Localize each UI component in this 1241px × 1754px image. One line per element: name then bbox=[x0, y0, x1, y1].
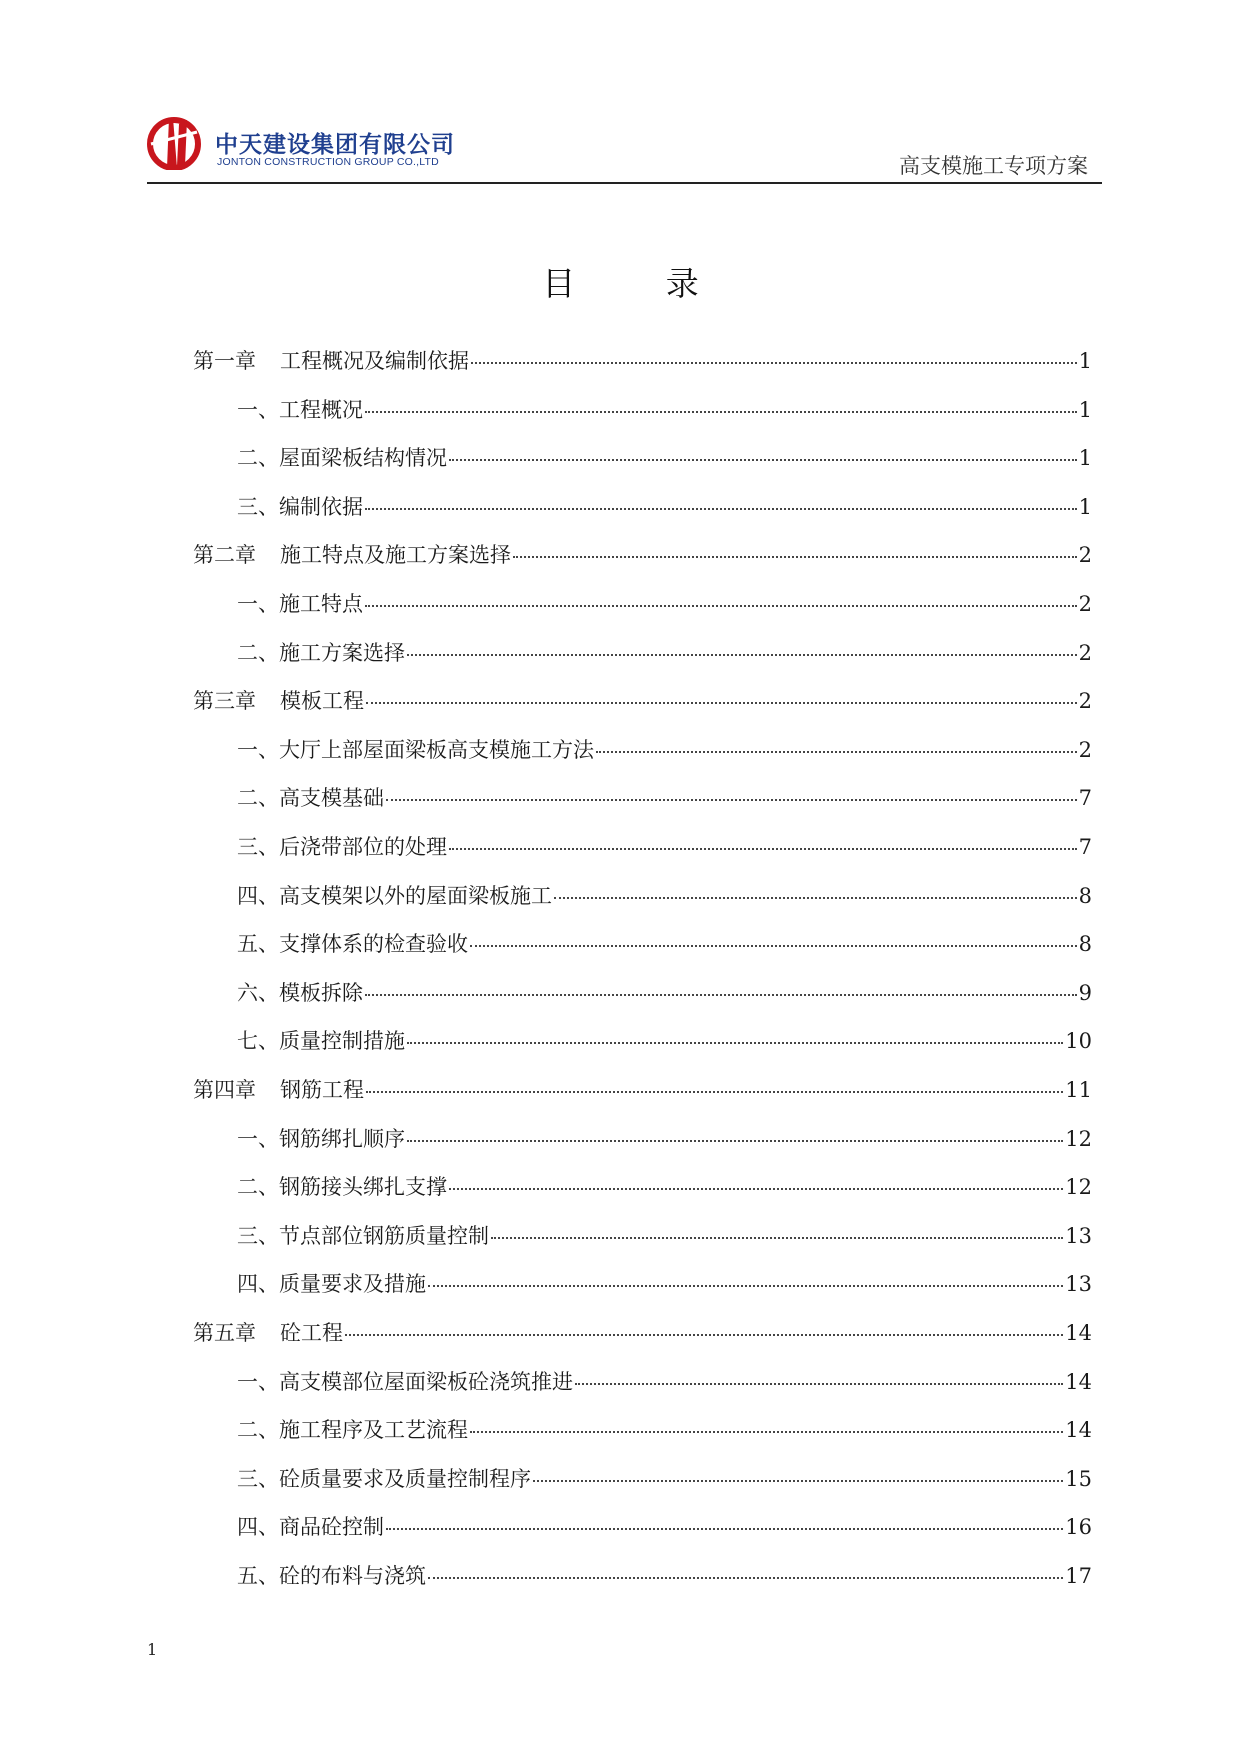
toc-page-number: 10 bbox=[1065, 1029, 1092, 1054]
toc-entry-title: 一、高支模部位屋面梁板砼浇筑推进 bbox=[237, 1369, 573, 1394]
toc-entry-title: 二、钢筋接头绑扎支撑 bbox=[237, 1175, 447, 1200]
toc-leader-dots bbox=[428, 1285, 1063, 1287]
toc-section-entry[interactable] bbox=[237, 1268, 1092, 1300]
toc-entry-title: 四、质量要求及措施 bbox=[237, 1272, 426, 1297]
page-number: 1 bbox=[147, 1640, 158, 1659]
toc-leader-dots bbox=[575, 1383, 1063, 1385]
toc-leader-dots bbox=[596, 751, 1077, 753]
toc-entry-title: 二、施工程序及工艺流程 bbox=[237, 1418, 468, 1443]
toc-section-entry[interactable] bbox=[237, 1123, 1092, 1155]
toc-entry-title: 四、商品砼控制 bbox=[237, 1515, 384, 1540]
toc-section-entry[interactable] bbox=[237, 394, 1092, 426]
toc-section-entry[interactable] bbox=[237, 1025, 1092, 1057]
toc-heading: 目 录 bbox=[542, 264, 739, 303]
toc-entry-title bbox=[193, 1074, 364, 1104]
toc-leader-dots bbox=[365, 994, 1077, 996]
toc-section-entry[interactable] bbox=[237, 831, 1092, 863]
toc-entry-title: 三、编制依据 bbox=[237, 494, 363, 519]
toc-page-number: 2 bbox=[1078, 640, 1092, 665]
toc-section-entry[interactable] bbox=[237, 1414, 1092, 1446]
toc-page-number: 14 bbox=[1065, 1321, 1092, 1345]
toc-chapter-number: 第三章 bbox=[193, 689, 256, 714]
toc-page-number: 14 bbox=[1065, 1418, 1092, 1443]
toc-leader-dots bbox=[449, 848, 1077, 850]
company-logo-icon bbox=[147, 114, 205, 170]
toc-entry-title: 一、工程概况 bbox=[237, 397, 363, 422]
toc-chapter-number: 第二章 bbox=[193, 543, 256, 568]
toc-entry-title: 一、大厅上部屋面梁板高支模施工方法 bbox=[237, 737, 594, 762]
toc-page-number: 15 bbox=[1065, 1466, 1092, 1491]
toc-chapter-number: 第一章 bbox=[193, 349, 256, 373]
toc-leader-dots bbox=[366, 702, 1077, 704]
toc-chapter-title: 施工特点及施工方案选择 bbox=[280, 543, 511, 568]
toc-page-number: 13 bbox=[1065, 1223, 1092, 1248]
toc-entry-title: 二、施工方案选择 bbox=[237, 640, 405, 665]
toc-entry-title: 三、后浇带部位的处理 bbox=[237, 835, 447, 859]
toc-leader-dots bbox=[365, 605, 1077, 607]
toc-page-number: 1 bbox=[1078, 349, 1092, 373]
toc-entry-title: 五、支撑体系的检查验收 bbox=[237, 932, 468, 957]
toc-page-number: 8 bbox=[1078, 883, 1092, 908]
toc-leader-dots bbox=[471, 362, 1077, 364]
toc-leader-dots bbox=[533, 1480, 1063, 1482]
toc-leader-dots bbox=[449, 459, 1077, 461]
toc-leader-dots bbox=[345, 1334, 1063, 1336]
toc-entry-title bbox=[193, 685, 364, 715]
toc-section-entry[interactable] bbox=[237, 1511, 1092, 1543]
toc-page-number: 1 bbox=[1078, 397, 1092, 422]
toc-section-entry[interactable] bbox=[237, 442, 1092, 474]
toc-entry-title: 二、高支模基础 bbox=[237, 786, 384, 811]
toc-leader-dots bbox=[386, 799, 1077, 801]
company-name-en: JONTON CONSTRUCTION GROUP CO.,LTD bbox=[217, 156, 439, 168]
toc-leader-dots bbox=[366, 1091, 1063, 1093]
toc-page-number: 17 bbox=[1065, 1564, 1092, 1588]
toc-chapter-entry[interactable] bbox=[193, 685, 1092, 717]
toc-section-entry[interactable] bbox=[237, 1171, 1092, 1203]
toc-leader-dots bbox=[407, 1042, 1063, 1044]
toc-chapter-number: 第五章 bbox=[193, 1321, 256, 1345]
toc-chapter-title: 钢筋工程 bbox=[280, 1078, 364, 1102]
toc-section-entry[interactable] bbox=[237, 588, 1092, 620]
toc-chapter-entry[interactable] bbox=[193, 539, 1092, 571]
toc-entry-title bbox=[193, 539, 511, 569]
toc-chapter-title: 工程概况及编制依据 bbox=[280, 349, 469, 373]
toc-chapter-entry[interactable] bbox=[193, 345, 1092, 377]
toc-leader-dots bbox=[365, 411, 1077, 413]
toc-entry-title bbox=[193, 345, 469, 375]
toc-chapter-title: 模板工程 bbox=[280, 689, 364, 714]
toc-section-entry[interactable] bbox=[237, 637, 1092, 669]
toc-leader-dots bbox=[407, 654, 1077, 656]
toc-page-number: 8 bbox=[1078, 932, 1092, 957]
toc-section-entry[interactable] bbox=[237, 928, 1092, 960]
toc-leader-dots bbox=[513, 556, 1077, 558]
toc-entry-title: 二、屋面梁板结构情况 bbox=[237, 446, 447, 471]
toc-section-entry[interactable] bbox=[237, 734, 1092, 766]
toc-section-entry[interactable] bbox=[237, 1463, 1092, 1495]
toc-page-number: 2 bbox=[1078, 737, 1092, 762]
toc-section-entry[interactable] bbox=[237, 977, 1092, 1009]
toc-page-number: 1 bbox=[1078, 494, 1092, 519]
toc-leader-dots bbox=[428, 1577, 1063, 1579]
toc-section-entry[interactable] bbox=[237, 880, 1092, 912]
page-header bbox=[147, 112, 1102, 184]
toc-leader-dots bbox=[470, 945, 1077, 947]
toc-entry-title: 四、高支模架以外的屋面梁板施工 bbox=[237, 883, 552, 908]
toc-section-entry[interactable] bbox=[237, 1366, 1092, 1398]
toc-leader-dots bbox=[449, 1188, 1063, 1190]
toc-leader-dots bbox=[491, 1237, 1063, 1239]
toc-section-entry[interactable] bbox=[237, 1220, 1092, 1252]
toc-page-number: 14 bbox=[1065, 1369, 1092, 1394]
toc-leader-dots bbox=[554, 897, 1077, 899]
toc-entry-title: 五、砼的布料与浇筑 bbox=[237, 1564, 426, 1588]
toc-leader-dots bbox=[365, 508, 1077, 510]
company-name-cn: 中天建设集团有限公司 bbox=[215, 132, 455, 158]
toc-page-number: 11 bbox=[1065, 1078, 1092, 1102]
toc-leader-dots bbox=[407, 1140, 1063, 1142]
toc-chapter-number: 第四章 bbox=[193, 1078, 256, 1102]
toc-entry-title: 一、施工特点 bbox=[237, 592, 363, 616]
toc-leader-dots bbox=[470, 1431, 1063, 1433]
toc-page-number: 2 bbox=[1078, 689, 1092, 714]
toc-entry-title bbox=[193, 1317, 343, 1347]
toc-page-number: 12 bbox=[1065, 1175, 1092, 1200]
toc-entry-title: 一、钢筋绑扎顺序 bbox=[237, 1126, 405, 1151]
toc-page-number: 16 bbox=[1065, 1515, 1092, 1540]
toc-page-number: 7 bbox=[1078, 835, 1092, 859]
toc-page-number: 9 bbox=[1078, 980, 1092, 1005]
toc-section-entry[interactable] bbox=[237, 491, 1092, 523]
toc-entry-title: 三、节点部位钢筋质量控制 bbox=[237, 1223, 489, 1248]
toc-chapter-title: 砼工程 bbox=[280, 1321, 343, 1345]
toc-section-entry[interactable] bbox=[237, 1560, 1092, 1592]
toc-page-number: 13 bbox=[1065, 1272, 1092, 1297]
toc-entry-title: 七、质量控制措施 bbox=[237, 1029, 405, 1054]
toc-page-number: 2 bbox=[1078, 592, 1092, 616]
toc-page-number: 1 bbox=[1078, 446, 1092, 471]
toc-entry-title: 六、模板拆除 bbox=[237, 980, 363, 1005]
toc-chapter-entry[interactable] bbox=[193, 1317, 1092, 1349]
document-title: 高支模施工专项方案 bbox=[899, 154, 1088, 178]
toc-page-number: 2 bbox=[1078, 543, 1092, 568]
toc-entry-title: 三、砼质量要求及质量控制程序 bbox=[237, 1466, 531, 1491]
toc-leader-dots bbox=[386, 1528, 1063, 1530]
toc-chapter-entry[interactable] bbox=[193, 1074, 1092, 1106]
toc-section-entry[interactable] bbox=[237, 782, 1092, 814]
toc-page-number: 7 bbox=[1078, 786, 1092, 811]
toc-page-number: 12 bbox=[1065, 1126, 1092, 1151]
